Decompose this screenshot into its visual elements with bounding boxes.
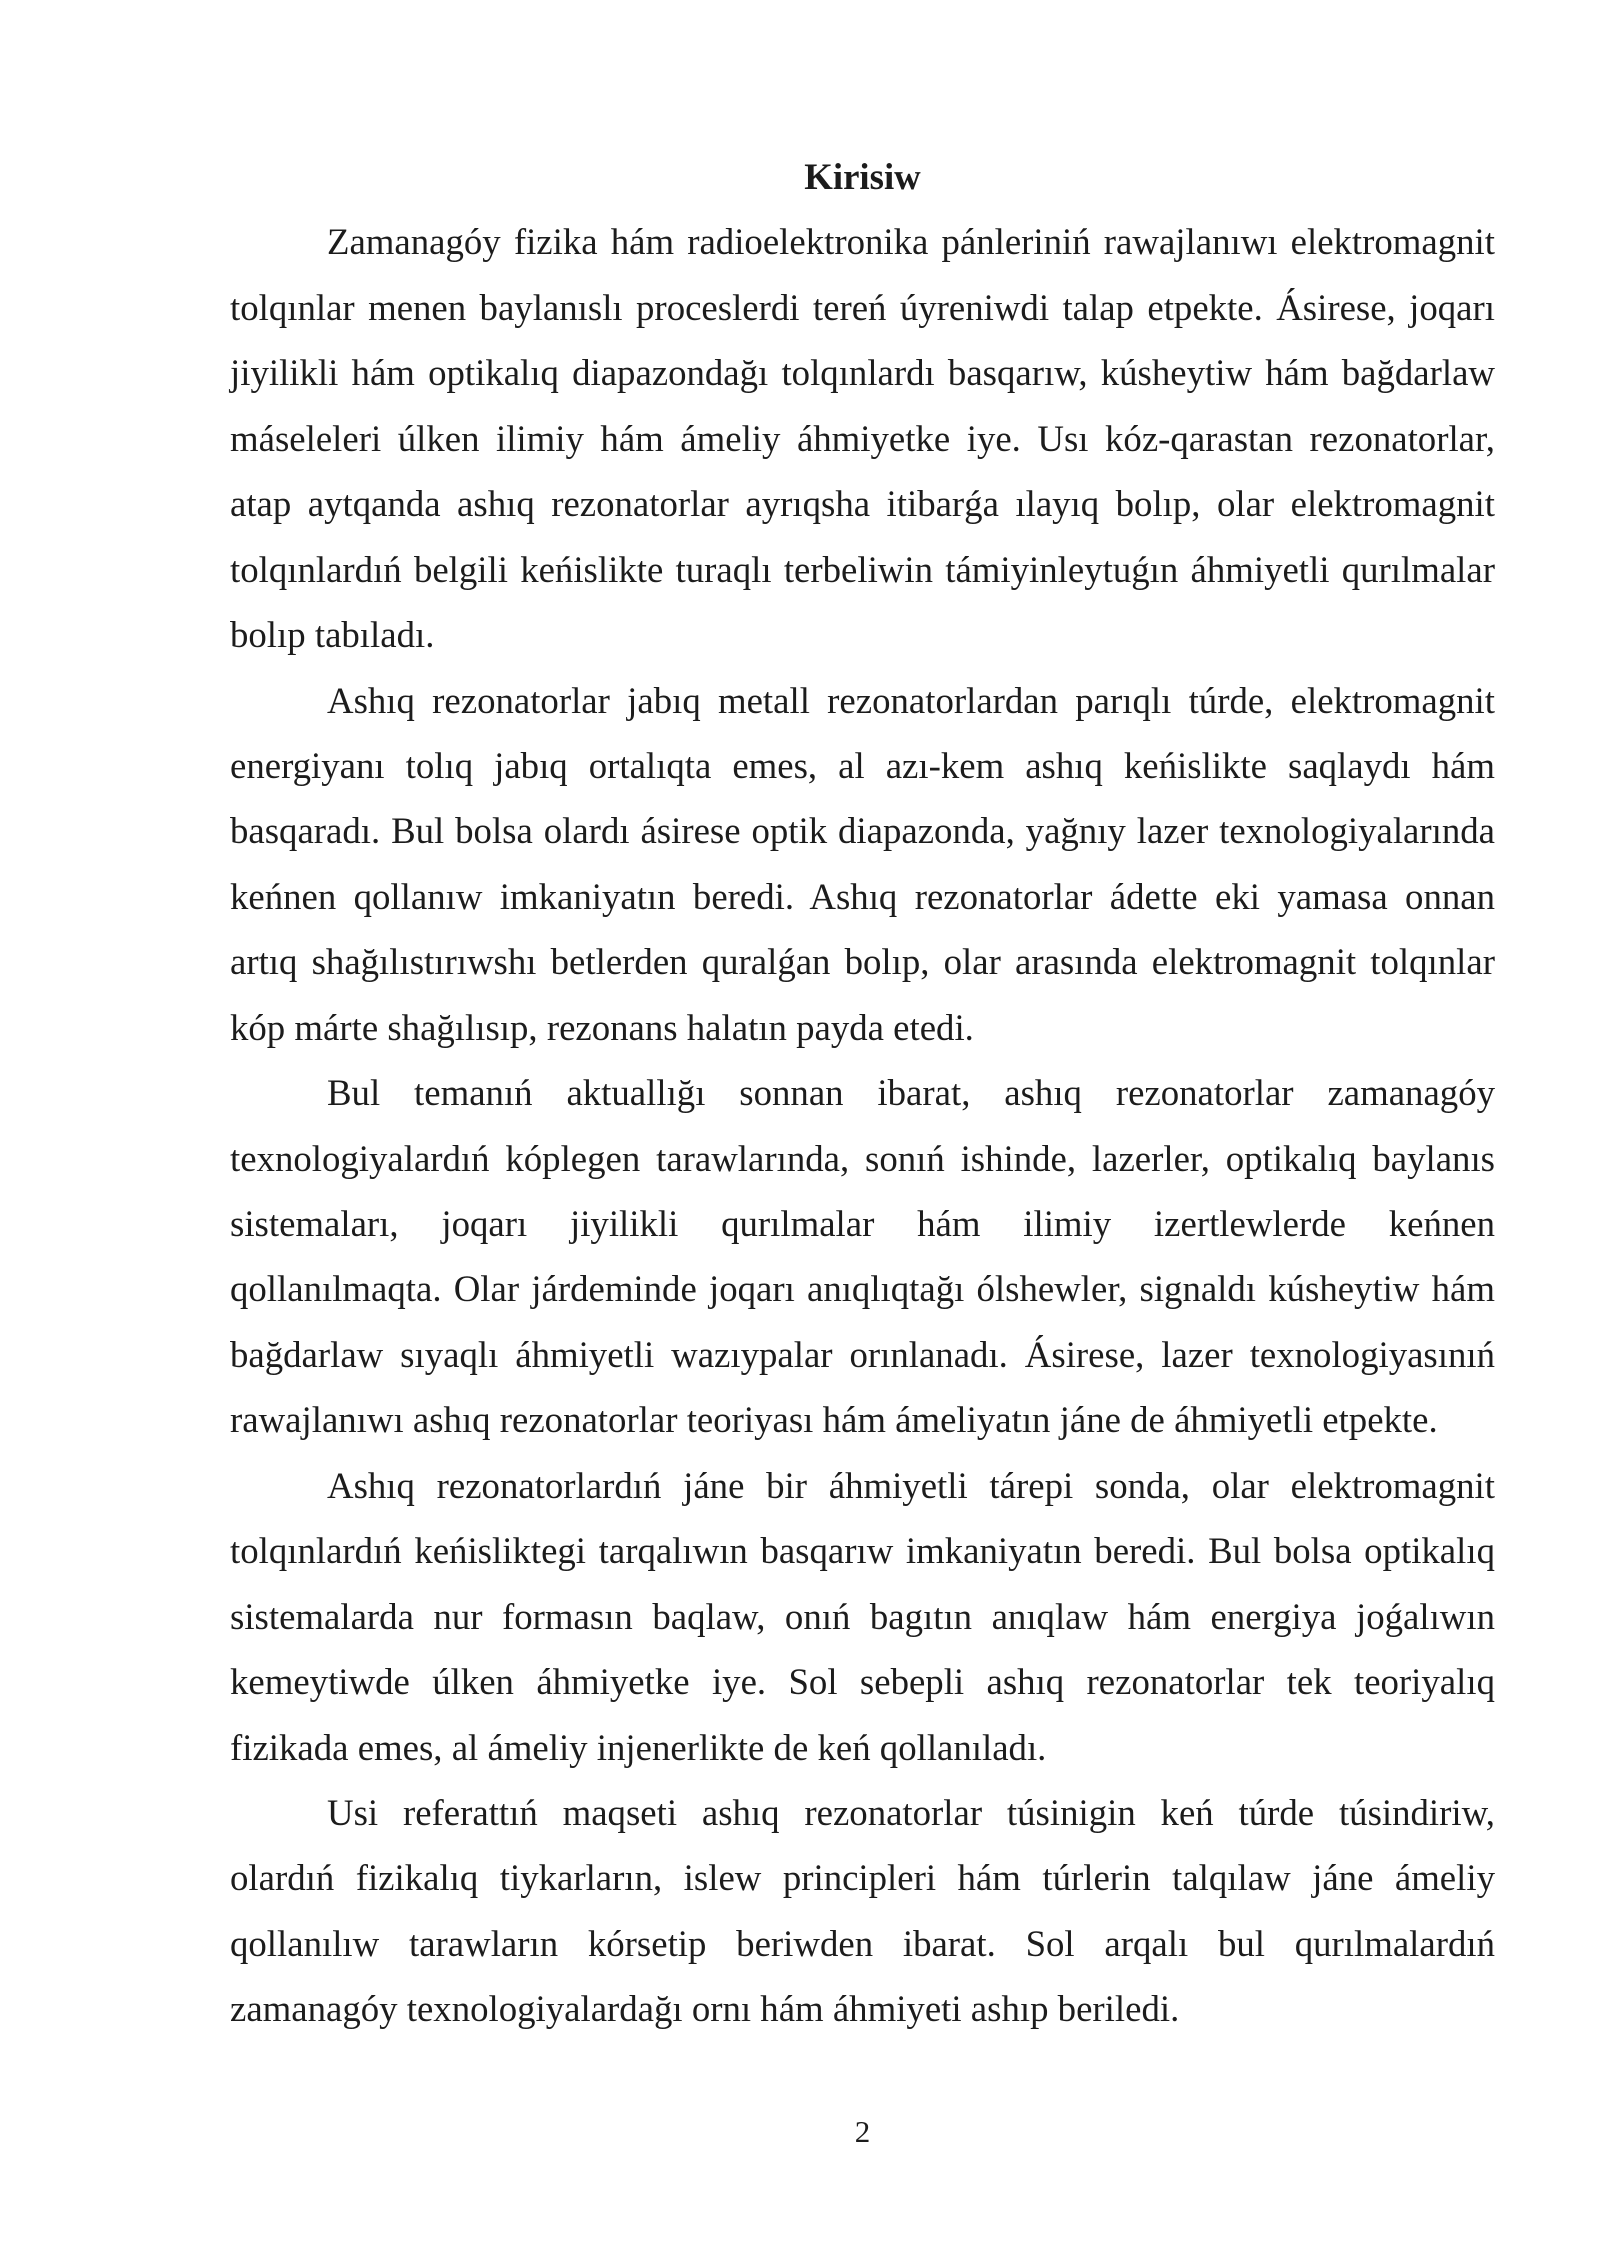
document-title: Kirisiw	[804, 156, 921, 197]
text-line: sistemaları, joqarı jiyilikli qurılmalar hám ilimiy izertlewlerde keńnen	[230, 1203, 1495, 1244]
text-line: Ashıq rezonatorlardıń jáne bir áhmiyetli tárepi sonda, olar elektromagnit	[327, 1464, 1495, 1506]
paragraph-1	[230, 209, 1495, 667]
text-line: qollanılmaqta. Olar járdeminde joqarı anıqlıqtağı ólshewler, signaldı kúsheytiw hám	[230, 1268, 1495, 1310]
text-line: atap aytqanda ashıq rezonatorlar ayrıqsha itibarǵa ılayıq bolıp, olar elektromagnit	[230, 483, 1495, 525]
paragraph-2	[230, 668, 1495, 1061]
text-line: energiyanı tolıq jabıq ortalıqta emes, al azı-kem ashıq keńislikte saqlaydı hám	[230, 744, 1495, 786]
text-line: sistemalarda nur formasın baqlaw, onıń bagıtın anıqlaw hám energiya joǵalıwın	[230, 1595, 1495, 1637]
text-line: Zamanagóy fizika hám radioelektronika pánleriniń rawajlanıwı elektromagnit	[327, 221, 1495, 263]
text-line: basqaradı. Bul bolsa olardı ásirese optik diapazonda, yağnıy lazer texnologiyalarında	[230, 810, 1495, 852]
text-line: tolqınlar menen baylanıslı proceslerdi tereń úyreniwdi talap etpekte. Ásirese, joqarı	[230, 286, 1495, 328]
text-line: Usi referattıń maqseti ashıq rezonatorlar túsinigin keń túrde túsindiriw,	[327, 1791, 1495, 1833]
text-line: artıq shağılıstırıwshı betlerden quralǵan bolıp, olar arasında elektromagnit tolqınlar	[230, 941, 1495, 983]
page-number: 2	[854, 2114, 871, 2149]
text-line: kóp márte shağılısıp, rezonans halatın payda etedi.	[230, 1006, 974, 1048]
text-line: bağdarlaw sıyaqlı áhmiyetli wazıypalar orınlanadı. Ásirese, lazer texnologiyasınıń	[230, 1333, 1495, 1375]
text-line: olardıń fizikalıq tiykarların, islew principleri hám túrlerin talqılaw jáne ámeliy	[230, 1857, 1495, 1899]
text-line: jiyilikli hám optikalıq diapazondağı tolqınlardı basqarıw, kúsheytiw hám bağdarlaw	[230, 352, 1495, 394]
text-line: kemeytiwde úlken áhmiyetke iye. Sol sebepli ashıq rezonatorlar tek teoriyalıq	[230, 1661, 1495, 1703]
page-body	[230, 144, 1495, 2042]
text-line: bolıp tabıladı.	[230, 614, 435, 656]
text-line: Bul temanıń aktuallığı sonnan ibarat, ashıq rezonatorlar zamanagóy	[327, 1072, 1495, 1114]
text-line: tolqınlardıń belgili keńislikte turaqlı terbeliwin támiyinleytuǵın áhmiyetli qurılmalar	[230, 548, 1495, 590]
text-line: keńnen qollanıw imkaniyatın beredi. Ashıq rezonatorlar ádette eki yamasa onnan	[230, 875, 1495, 917]
text-line: zamanagóy texnologiyalardağı ornı hám áhmiyeti ashıp beriledi.	[230, 1988, 1180, 2030]
text-line: rawajlanıwı ashıq rezonatorlar teoriyası hám ámeliyatın jáne de áhmiyetli etpekte.	[230, 1399, 1438, 1441]
paragraph-3	[230, 1060, 1495, 1453]
text-line: qollanılıw tarawların kórsetip beriwden ibarat. Sol arqalı bul qurılmalardıń	[230, 1922, 1495, 1964]
text-line: texnologiyalardıń kóplegen tarawlarında, sonıń ishinde, lazerler, optikalıq baylanıs	[230, 1137, 1495, 1179]
text-line: fizikada emes, al ámeliy injenerlikte de keń qollanıladı.	[230, 1726, 1047, 1768]
text-line: Ashıq rezonatorlar jabıq metall rezonatorlardan parıqlı túrde, elektromagnit	[327, 679, 1495, 721]
paragraph-4	[230, 1453, 1495, 1780]
paragraph-5	[230, 1780, 1495, 2042]
text-line: máseleleri úlken ilimiy hám ámeliy áhmiyetke iye. Usı kóz-qarastan rezonatorlar,	[230, 417, 1495, 459]
text-line: tolqınlardıń keńisliktegi tarqalıwın basqarıw imkaniyatın beredi. Bul bolsa optikalıq	[230, 1530, 1495, 1572]
